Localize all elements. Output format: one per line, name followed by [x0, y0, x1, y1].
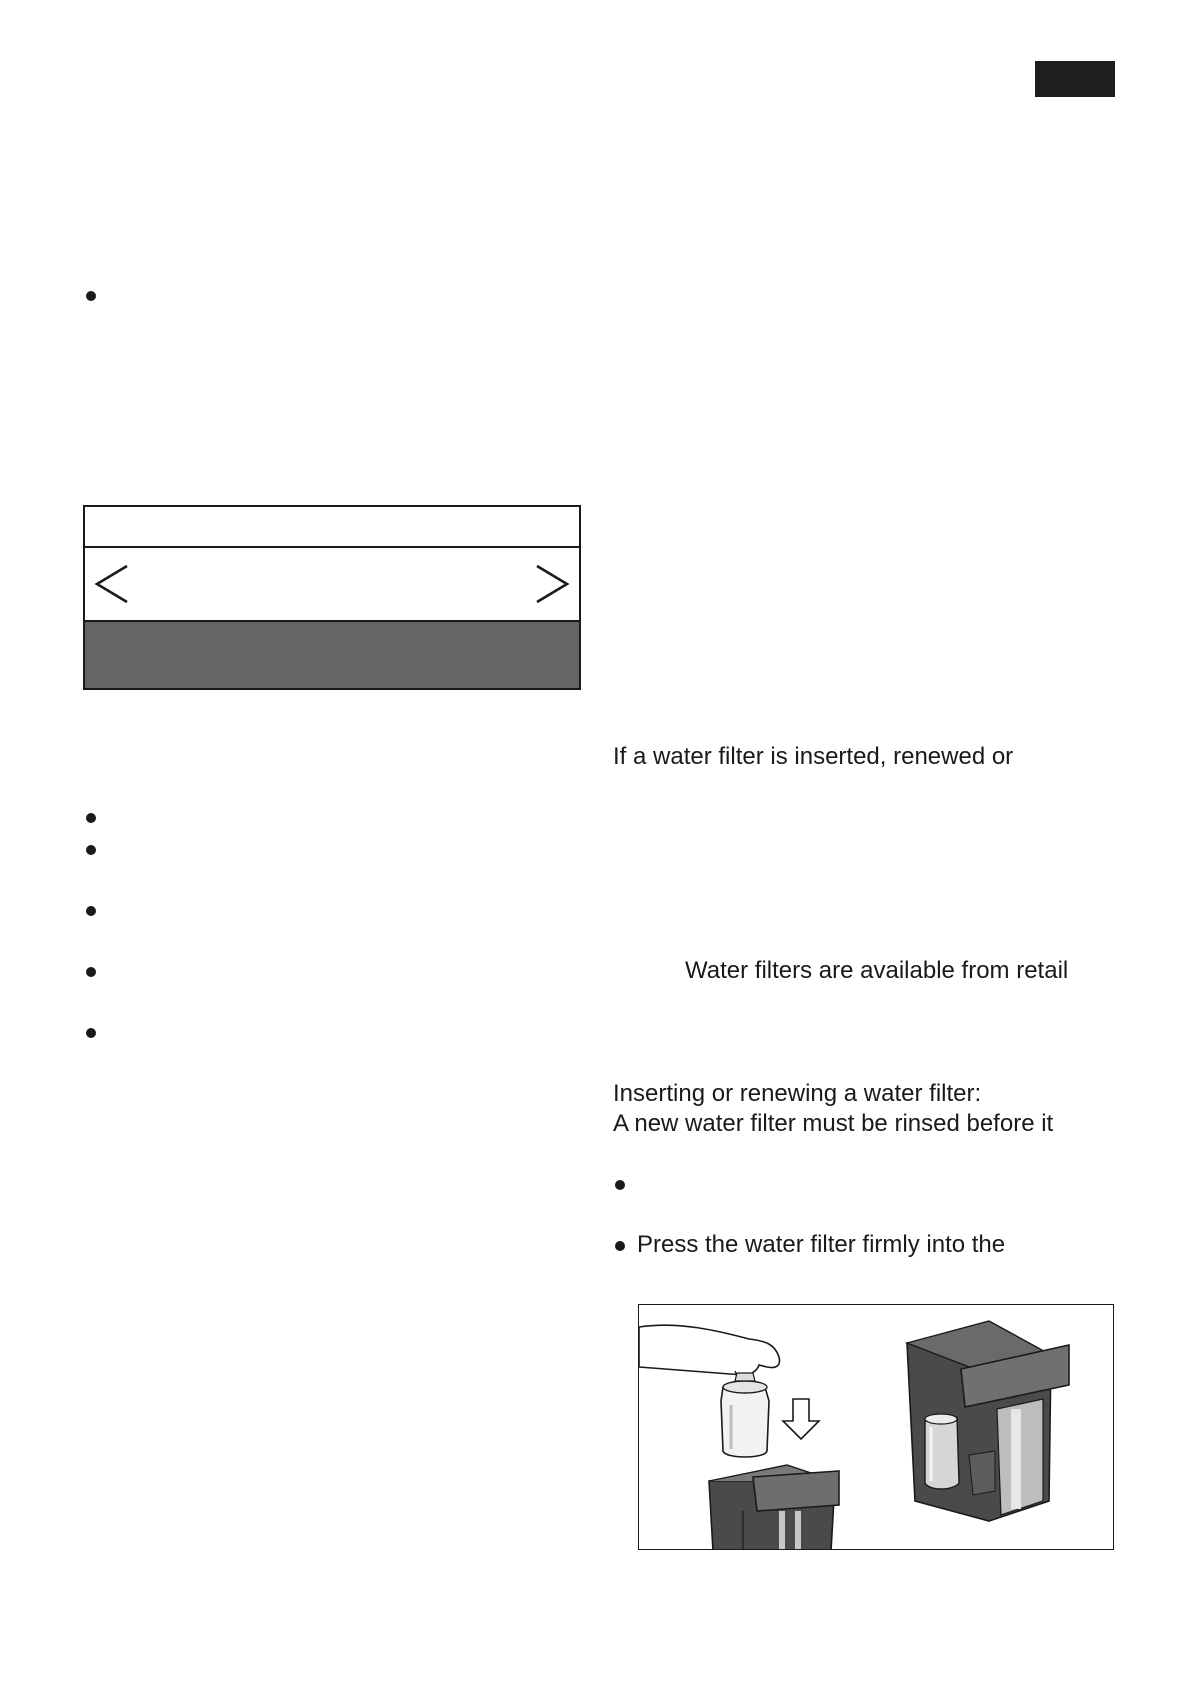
- language-tab: [1035, 61, 1115, 97]
- display-top-row: [85, 507, 579, 548]
- water-tank-right: [907, 1321, 1069, 1521]
- bullet-marker: [86, 1028, 96, 1038]
- bullet-marker: [86, 967, 96, 977]
- bullet-press-filter: Press the water filter firmly into the: [637, 1231, 1006, 1258]
- section-heading-insert-filter: Inserting or renewing a water filter:: [613, 1080, 982, 1107]
- paragraph-rinse-note: A new water filter must be rinsed before it: [613, 1110, 1054, 1137]
- bullet-marker: [86, 291, 96, 301]
- water-filter-figure: [638, 1304, 1114, 1550]
- bullet-marker: [615, 1241, 625, 1251]
- chevron-right-icon[interactable]: [531, 562, 571, 606]
- bullet-marker: [86, 906, 96, 916]
- bullet-marker: [615, 1180, 625, 1190]
- paragraph-filter-note: If a water filter is inserted, renewed or: [613, 743, 1014, 770]
- hand-illustration: [639, 1325, 780, 1383]
- water-filter-cartridge: [721, 1373, 769, 1457]
- display-selection-row: [85, 548, 579, 622]
- bullet-marker: [86, 845, 96, 855]
- paragraph-retail-note: Water filters are available from retail: [685, 957, 1069, 984]
- bullet-marker: [86, 813, 96, 823]
- water-filter-illustration: [639, 1305, 1114, 1550]
- display-status-bar: [85, 622, 579, 688]
- display-panel: [83, 505, 581, 690]
- water-tank-left: [709, 1465, 839, 1550]
- arrow-down-icon: [783, 1399, 819, 1439]
- chevron-left-icon[interactable]: [93, 562, 133, 606]
